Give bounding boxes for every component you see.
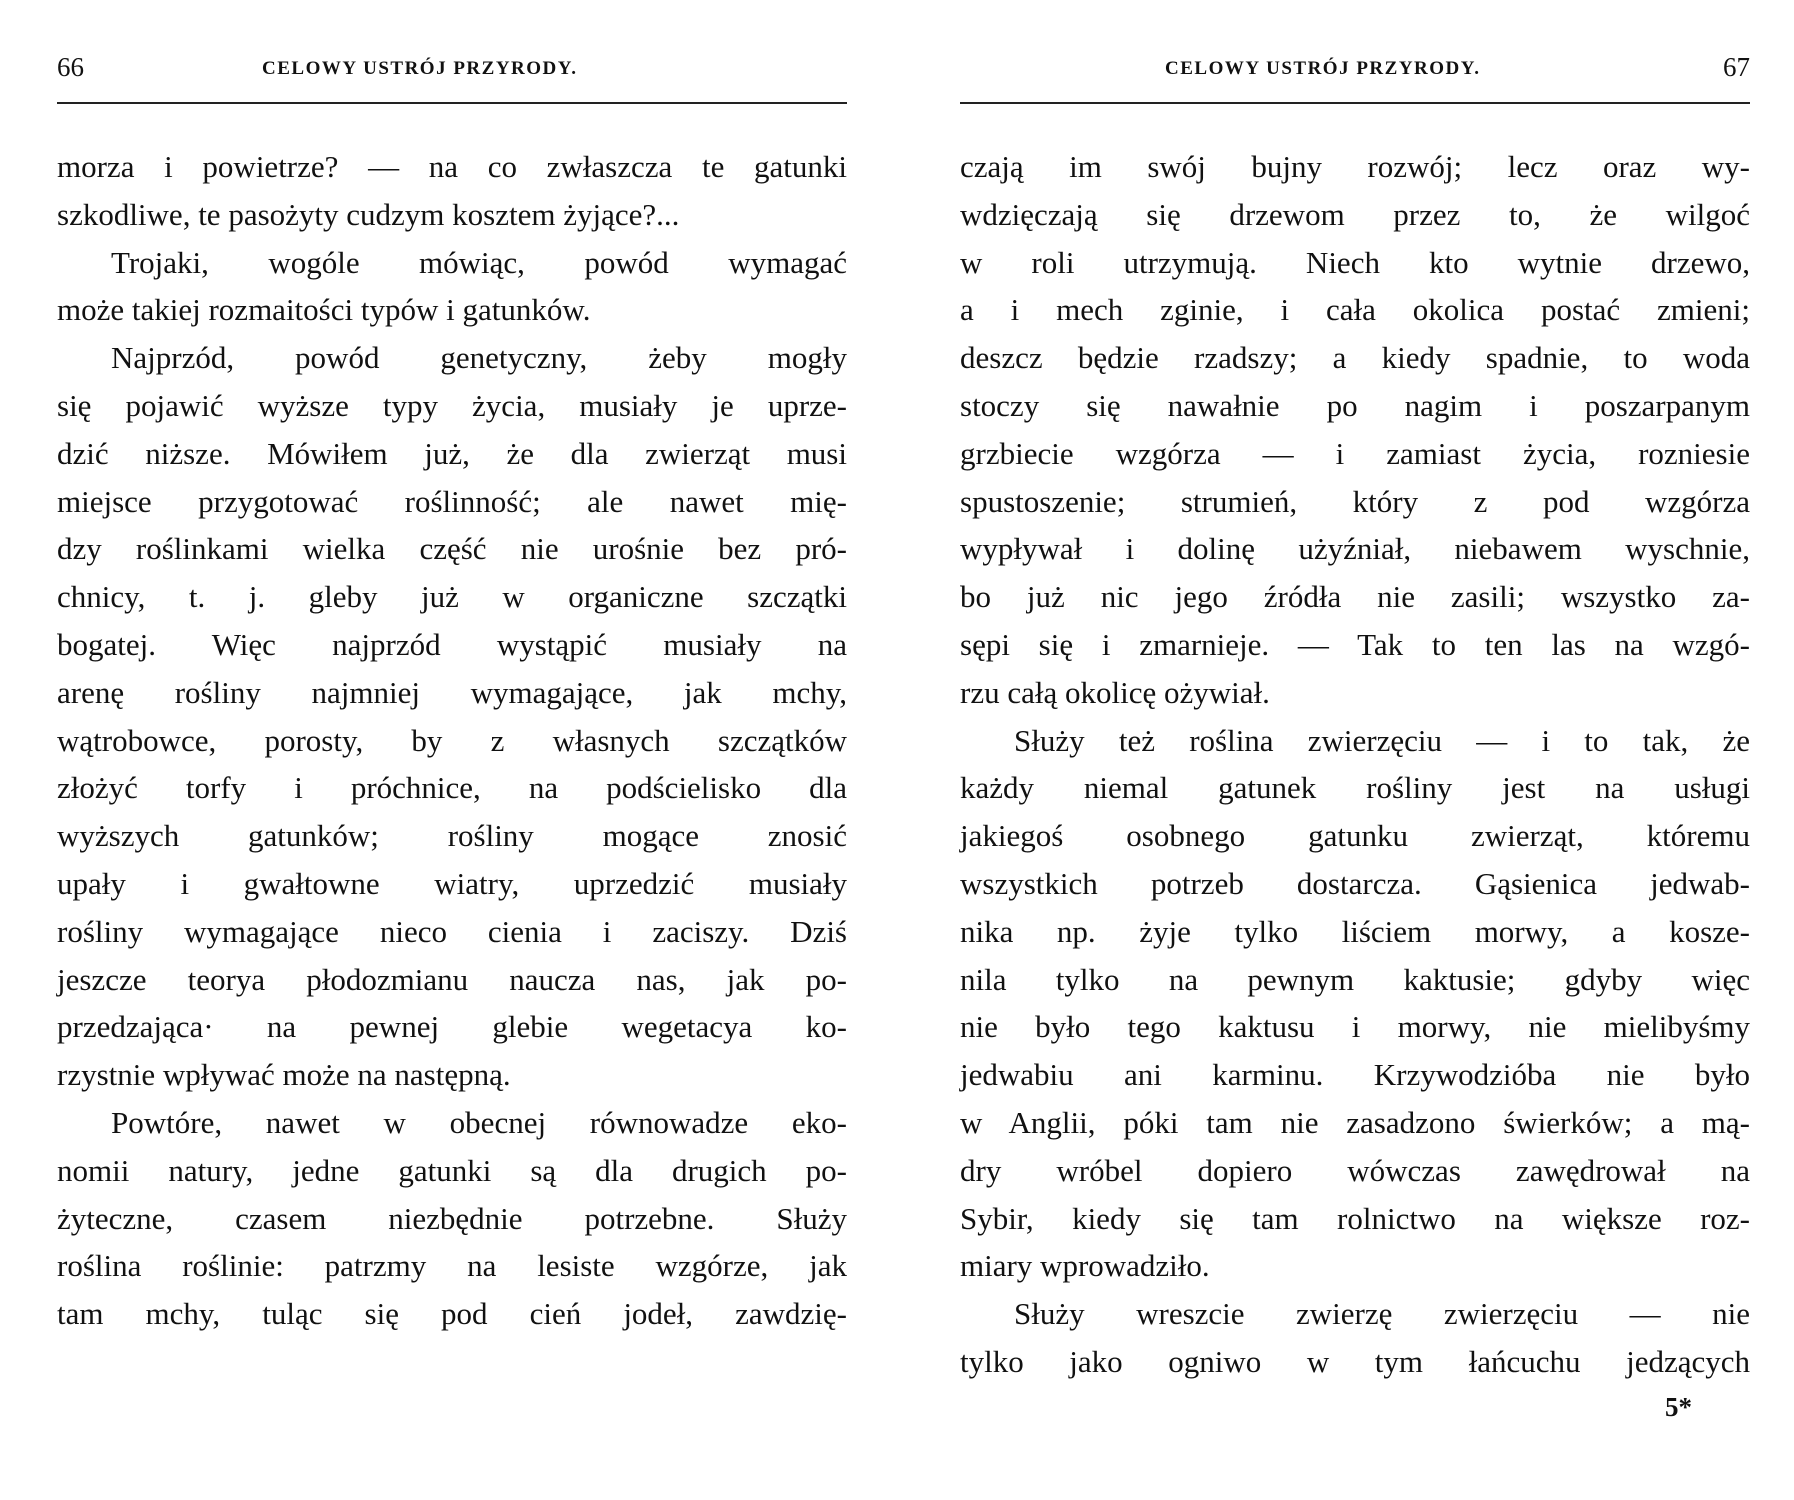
text-line: morza i powietrze? — na co zwłaszcza te gatunki: [57, 149, 847, 184]
page-body: [960, 143, 1750, 1386]
text-line: jedwabiu ani karminu. Krzywodzióba nie było: [960, 1057, 1750, 1093]
text-line: złożyć torfy i próchnice, na podścielisko dla: [57, 770, 847, 806]
text-line: czają im swój bujny rozwój; lecz oraz wy-: [960, 149, 1750, 184]
running-title: CELOWY USTRÓJ PRZYRODY.: [1165, 58, 1481, 79]
signature-mark: 5*: [1665, 1392, 1692, 1422]
text-line: jeszcze teorya płodozmianu naucza nas, jak po-: [57, 961, 847, 997]
text-line: wdzięczają się drzewom przez to, że wilgoć: [960, 196, 1750, 232]
text-line: nomii natury, jedne gatunki są dla drugich po-: [57, 1152, 847, 1188]
text-line: miary wprowadziło.: [960, 1248, 1210, 1284]
text-line: Sybir, kiedy się tam rolnictwo na większe roz-: [960, 1200, 1750, 1236]
text-line: wypływał i dolinę użyźniał, niebawem wyschnie,: [960, 531, 1750, 567]
page-body: [57, 143, 847, 1338]
text-line: żyteczne, czasem niezbędnie potrzebne. Służy: [57, 1200, 847, 1236]
text-line: deszcz będzie rzadszy; a kiedy spadnie, to woda: [960, 340, 1750, 376]
text-line: rzu całą okolicę ożywiał.: [960, 674, 1270, 710]
text-line: bo już nic jego źródła nie zasili; wszystko za-: [960, 579, 1750, 615]
text-line: sępi się i zmarnieje. — Tak to ten las na wzgó-: [960, 626, 1750, 662]
text-line: przedzająca· na pewnej glebie wegetacya ko-: [57, 1009, 847, 1045]
text-line: grzbiecie wzgórza — i zamiast życia, rozniesie: [960, 435, 1750, 471]
text-line: dzić niższe. Mówiłem już, że dla zwierząt musi: [57, 435, 847, 471]
text-line: każdy niemal gatunek rośliny jest na usługi: [960, 770, 1750, 806]
header-rule: [960, 102, 1750, 104]
text-line: roślina roślinie: patrzmy na lesiste wzgórze, jak: [57, 1248, 847, 1284]
text-line: tylko jako ogniwo w tym łańcuchu jedzących: [960, 1343, 1750, 1379]
text-line: Najprzód, powód genetyczny, żeby mogły: [111, 340, 847, 376]
text-line: nila tylko na pewnym kaktusie; gdyby więc: [960, 961, 1750, 997]
header-rule: [57, 102, 847, 104]
text-line: wszystkich potrzeb dostarcza. Gąsienica jedwab-: [960, 865, 1750, 901]
text-line: tam mchy, tuląc się pod cień jodeł, zawdzię-: [57, 1296, 847, 1332]
running-header: [57, 52, 847, 88]
page-number: 67: [1723, 52, 1750, 82]
text-line: nika np. żyje tylko liściem morwy, a kosze-: [960, 913, 1750, 949]
text-line: Służy wreszcie zwierzę zwierzęciu — nie: [1014, 1296, 1750, 1332]
text-line: a i mech zginie, i cała okolica postać zmieni;: [960, 292, 1750, 328]
running-title: CELOWY USTRÓJ PRZYRODY.: [262, 58, 578, 79]
text-line: się pojawić wyższe typy życia, musiały je uprze-: [57, 387, 847, 423]
text-line: wyższych gatunków; rośliny mogące znosić: [57, 818, 847, 854]
text-line: nie było tego kaktusu i morwy, nie mielibyśmy: [960, 1009, 1750, 1045]
text-line: Powtóre, nawet w obecnej równowadze eko-: [111, 1104, 847, 1140]
text-line: szkodliwe, te pasożyty cudzym kosztem żyjące?...: [57, 196, 680, 232]
text-line: rzystnie wpływać może na następną.: [57, 1057, 511, 1093]
text-line: dry wróbel dopiero wówczas zawędrował na: [960, 1152, 1750, 1188]
text-line: rośliny wymagające nieco cienia i zaciszy. Dziś: [57, 913, 847, 949]
text-line: spustoszenie; strumień, który z pod wzgórza: [960, 483, 1750, 519]
text-line: może takiej rozmaitości typów i gatunków.: [57, 292, 591, 328]
text-line: dzy roślinkami wielka część nie urośnie bez pró-: [57, 531, 847, 567]
page-number: 66: [57, 52, 84, 82]
text-line: Służy też roślina zwierzęciu — i to tak, że: [1014, 722, 1750, 758]
text-line: miejsce przygotować roślinność; ale nawet mię-: [57, 483, 847, 519]
running-header: [960, 52, 1750, 88]
text-line: jakiegoś osobnego gatunku zwierząt, któremu: [960, 818, 1750, 854]
text-line: w roli utrzymują. Niech kto wytnie drzewo,: [960, 244, 1750, 280]
text-line: bogatej. Więc najprzód wystąpić musiały na: [57, 626, 847, 662]
text-line: chnicy, t. j. gleby już w organiczne szczątki: [57, 579, 847, 615]
text-line: stoczy się nawałnie po nagim i poszarpanym: [960, 387, 1750, 423]
text-line: Trojaki, wogóle mówiąc, powód wymagać: [111, 244, 847, 280]
text-line: w Anglii, póki tam nie zasadzono świerków; a mą-: [960, 1104, 1750, 1140]
text-line: upały i gwałtowne wiatry, uprzedzić musiały: [57, 865, 847, 901]
text-line: wątrobowce, porosty, by z własnych szczątków: [57, 722, 847, 758]
text-line: arenę rośliny najmniej wymagające, jak mchy,: [57, 674, 847, 710]
